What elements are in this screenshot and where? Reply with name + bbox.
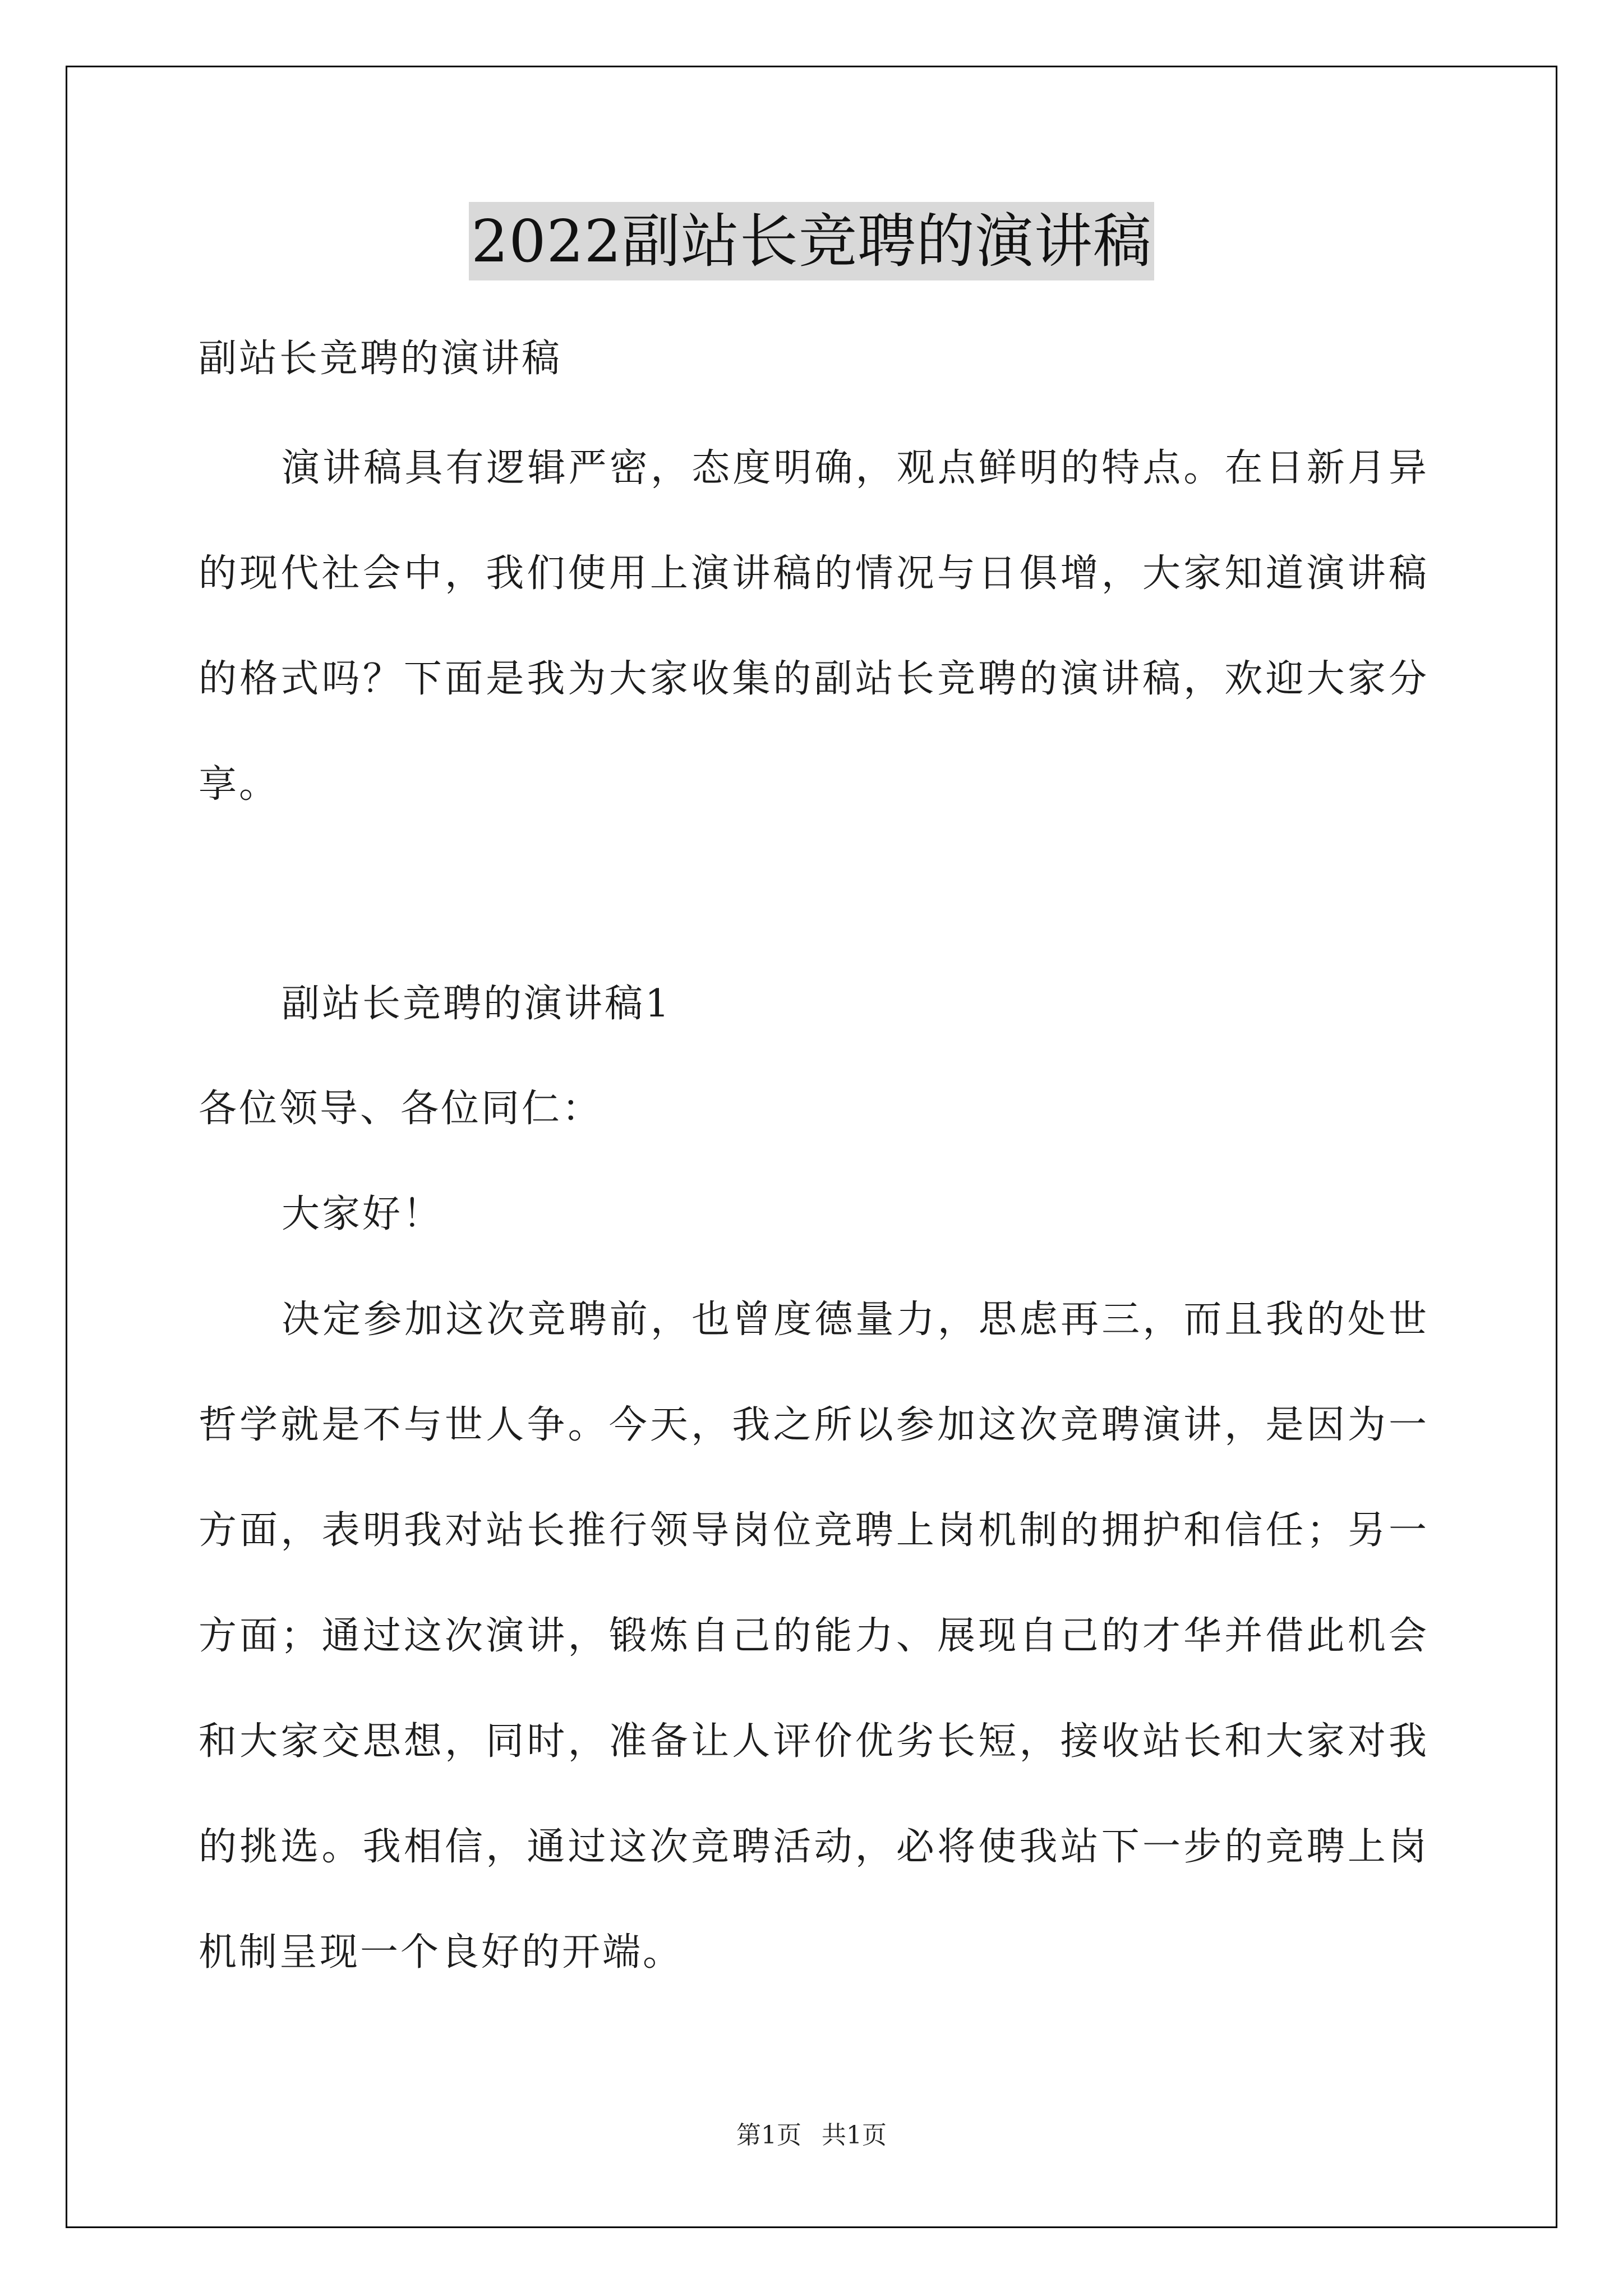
salutation: 各位领导、各位同仁： bbox=[199, 1087, 603, 1131]
body-line-3: 方面，表明我对站长推行领导岗位竞聘上岗机制的拥护和信任；另一 bbox=[199, 1508, 1427, 1553]
greeting: 大家好！ bbox=[282, 1192, 444, 1236]
body-line-7: 机制呈现一个良好的开端。 bbox=[199, 1930, 684, 1975]
intro-line-1: 演讲稿具有逻辑严密，态度明确，观点鲜明的特点。在日新月异 bbox=[282, 446, 1427, 490]
section-heading: 副站长竞聘的演讲稿1 bbox=[282, 982, 672, 1026]
body-line-5: 和大家交思想，同时，准备让人评价优劣长短，接收站长和大家对我 bbox=[199, 1719, 1427, 1764]
intro-line-3: 的格式吗？下面是我为大家收集的副站长竞聘的演讲稿，欢迎大家分 bbox=[199, 657, 1427, 701]
page-border bbox=[66, 66, 1557, 2228]
intro-line-4: 享。 bbox=[199, 762, 280, 807]
body-line-6: 的挑选。我相信，通过这次竞聘活动，必将使我站下一步的竞聘上岗 bbox=[199, 1825, 1427, 1869]
page-footer bbox=[0, 2115, 1623, 2151]
body-line-2: 哲学就是不与世人争。今天，我之所以参加这次竞聘演讲，是因为一 bbox=[199, 1403, 1427, 1447]
page-number-current: 第1页 bbox=[736, 2121, 801, 2150]
document-title: 2022副站长竞聘的演讲稿 bbox=[469, 202, 1154, 280]
intro-line-2: 的现代社会中，我们使用上演讲稿的情况与日俱增，大家知道演讲稿 bbox=[199, 551, 1427, 596]
subtitle: 副站长竞聘的演讲稿 bbox=[199, 337, 562, 381]
body-line-4: 方面；通过这次演讲，锻炼自己的能力、展现自己的才华并借此机会 bbox=[199, 1614, 1427, 1658]
title-container bbox=[0, 202, 1623, 280]
page-number-total: 共1页 bbox=[822, 2121, 887, 2150]
body-line-1: 决定参加这次竞聘前，也曾度德量力，思虑再三，而且我的处世 bbox=[282, 1297, 1427, 1342]
